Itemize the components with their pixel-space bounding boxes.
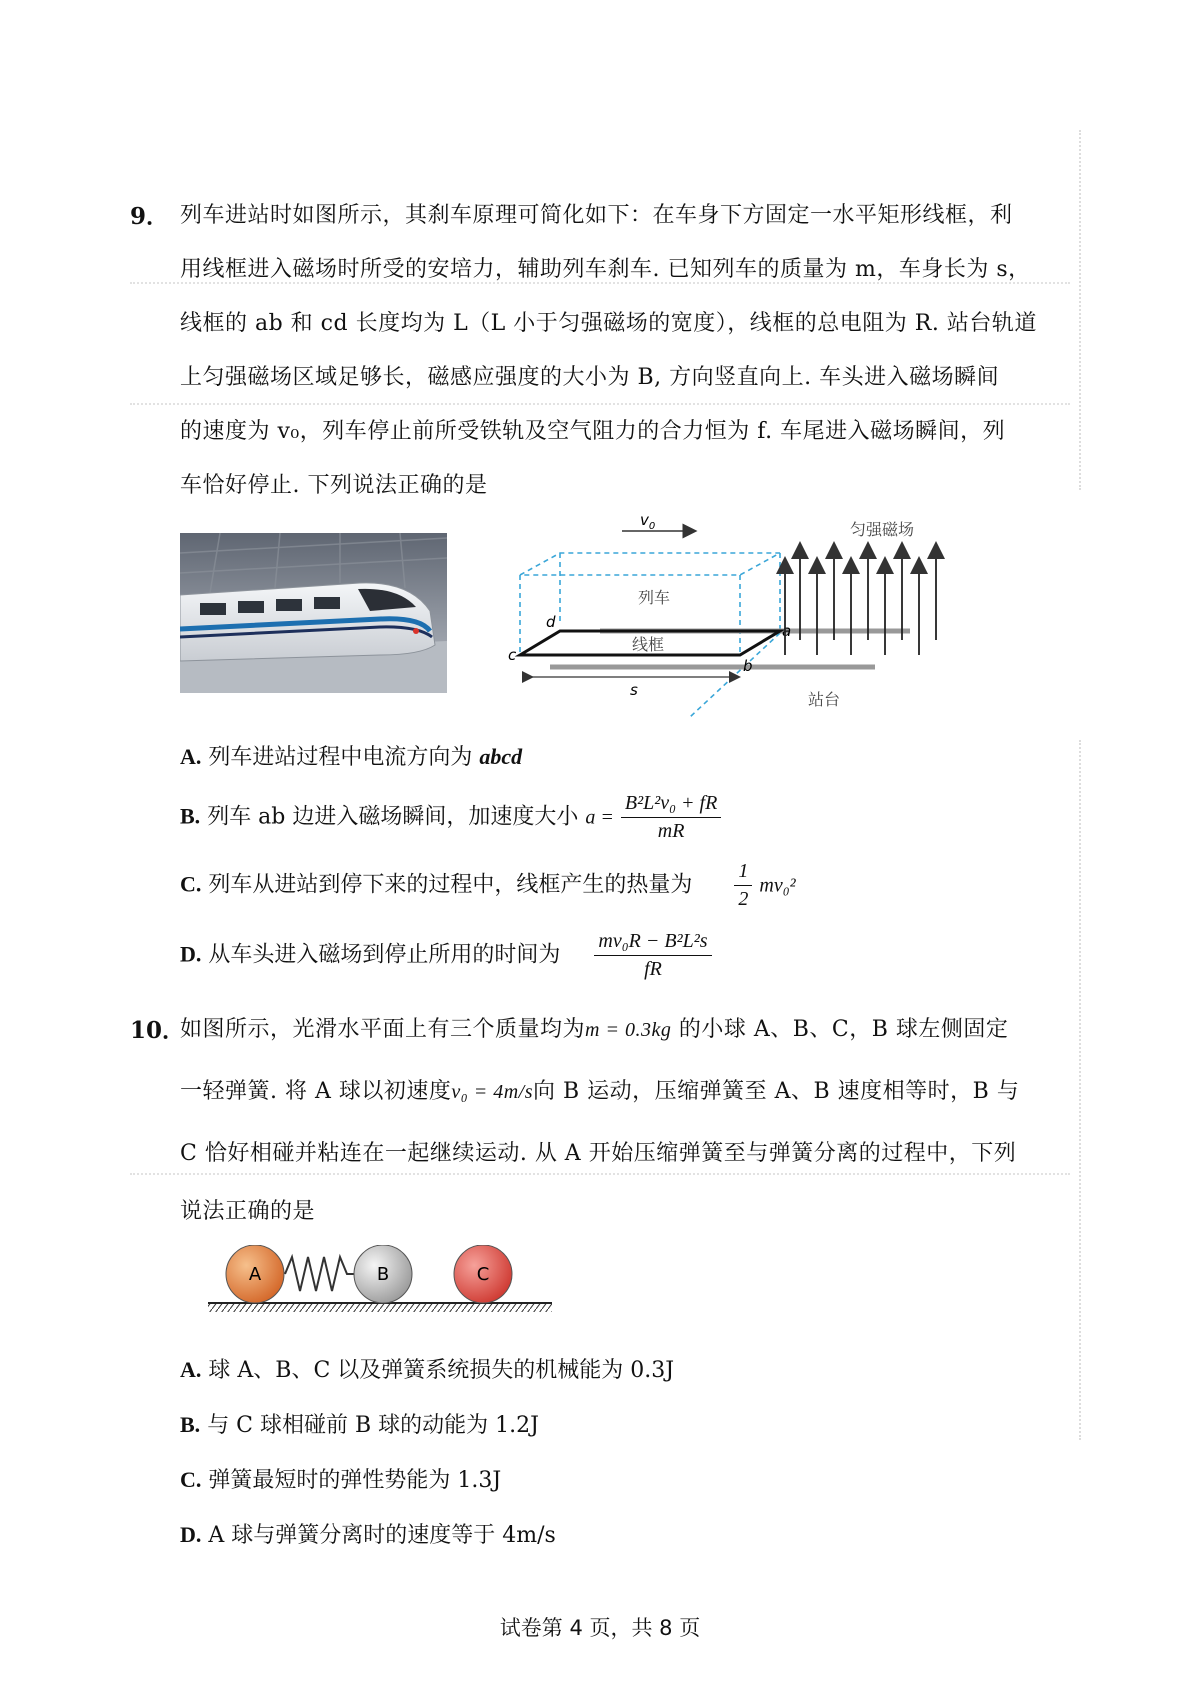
v0-label: $v_0$ bbox=[640, 511, 656, 532]
option-text: 与 C 球相碰前 B 球的动能为 1.2J bbox=[207, 1413, 539, 1438]
option-math: abcd bbox=[479, 744, 523, 769]
platform-label: 站台 bbox=[808, 690, 841, 709]
field-label: 匀强磁场 bbox=[850, 520, 915, 539]
train-frame-field-diagram bbox=[490, 505, 990, 725]
question-9-line: 用线框进入磁场时所受的安培力，辅助列车刹车. 已知列车的质量为 m，车身长为 s， bbox=[180, 257, 1031, 282]
scan-dotted-edge bbox=[1079, 130, 1081, 490]
option-letter: C. bbox=[180, 1467, 202, 1492]
fraction-denominator: mR bbox=[657, 820, 685, 842]
option-letter: B. bbox=[180, 1412, 201, 1437]
fraction-denominator: fR bbox=[644, 958, 662, 980]
q10-option-d[interactable] bbox=[180, 1518, 556, 1549]
option-text: A 球与弹簧分离时的速度等于 4m/s bbox=[208, 1523, 556, 1548]
scan-dotted-line bbox=[130, 403, 1070, 405]
option-text: 列车 ab 边进入磁场瞬间，加速度大小 bbox=[207, 804, 579, 830]
q9-option-b[interactable] bbox=[180, 792, 721, 843]
fraction-denominator: 2 bbox=[738, 888, 749, 910]
corner-c-label: c bbox=[508, 646, 517, 664]
scan-dotted-edge bbox=[1079, 740, 1081, 1440]
corner-d-label: d bbox=[546, 613, 556, 631]
fraction-numerator: mv₀R − B²L²s bbox=[594, 930, 711, 956]
q10-option-b[interactable] bbox=[180, 1408, 539, 1439]
formula-fraction bbox=[621, 792, 721, 843]
question-9-number: 9． bbox=[130, 203, 170, 230]
question-9-line: 的速度为 v₀，列车停止前所受铁轨及空气阻力的合力恒为 f. 车尾进入磁场瞬间，列 bbox=[180, 419, 1006, 444]
option-text: 列车从进站到停下来的过程中，线框产生的热量为 bbox=[208, 872, 693, 898]
formula-fraction bbox=[734, 860, 752, 911]
ground-hatch bbox=[208, 1304, 552, 1312]
question-10-number: 10． bbox=[130, 1017, 186, 1044]
ball-b-label: B bbox=[376, 1264, 390, 1285]
option-text: 从车头进入磁场到停止所用的时间为 bbox=[208, 942, 561, 968]
option-letter: C. bbox=[180, 871, 202, 897]
question-10-line: 一轻弹簧. 将 A 球以初速度v₀ = 4m/s向 B 运动，压缩弹簧至 A、B 速度相等时，B 与 bbox=[180, 1079, 1020, 1104]
ball-c-label: C bbox=[476, 1264, 490, 1285]
magnetic-field-arrows bbox=[785, 550, 936, 655]
maglev-train-photo bbox=[180, 533, 447, 693]
q10-option-c[interactable] bbox=[180, 1463, 501, 1494]
question-10-line: C 恰好相碰并粘连在一起继续运动. 从 A 开始压缩弹簧至与弹簧分离的过程中，下列 bbox=[180, 1141, 1017, 1166]
option-letter: B. bbox=[180, 803, 201, 829]
q9-option-a[interactable] bbox=[180, 740, 522, 771]
option-letter: D. bbox=[180, 1522, 202, 1547]
question-9-line: 上匀强磁场区域足够长，磁感应强度的大小为 B, 方向竖直向上. 车头进入磁场瞬间 bbox=[180, 365, 1000, 390]
question-9-line: 列车进站时如图所示，其刹车原理可简化如下：在车身下方固定一水平矩形线框，利 bbox=[180, 203, 1013, 228]
corner-a-label: a bbox=[782, 622, 792, 640]
q10-option-a[interactable] bbox=[180, 1353, 674, 1384]
ball-a-label: A bbox=[248, 1264, 262, 1285]
question-10-line: 说法正确的是 bbox=[180, 1199, 316, 1224]
question-9-line: 线框的 ab 和 cd 长度均为 L（L 小于匀强磁场的宽度），线框的总电阻为 R. 站台轨道 bbox=[180, 311, 1037, 336]
page-footer: 试卷第 4 页，共 8 页 bbox=[499, 1616, 701, 1640]
option-letter: A. bbox=[180, 1357, 202, 1382]
scan-dotted-line bbox=[130, 1173, 1070, 1175]
train-label: 列车 bbox=[638, 588, 671, 607]
option-letter: A. bbox=[180, 744, 202, 769]
balls-spring-diagram bbox=[200, 1245, 560, 1327]
frame-label: 线框 bbox=[632, 635, 665, 654]
fraction-numerator: 1 bbox=[734, 860, 752, 886]
length-s-label: s bbox=[630, 681, 638, 699]
option-letter: D. bbox=[180, 941, 202, 967]
formula-tail: mv₀² bbox=[759, 874, 796, 897]
spring-icon bbox=[285, 1257, 354, 1291]
option-text: 弹簧最短时的弹性势能为 1.3J bbox=[208, 1468, 502, 1493]
fraction-numerator: B²L²v₀ + fR bbox=[621, 792, 721, 818]
q9-option-c[interactable] bbox=[180, 860, 796, 911]
option-text: 球 A、B、C 以及弹簧系统损失的机械能为 0.3J bbox=[208, 1358, 675, 1383]
option-text: 列车进站过程中电流方向为 bbox=[208, 745, 480, 770]
q9-option-d[interactable] bbox=[180, 930, 712, 981]
formula-lhs: a = bbox=[585, 806, 614, 829]
corner-b-label: b bbox=[743, 657, 753, 675]
question-9-line: 车恰好停止. 下列说法正确的是 bbox=[180, 473, 488, 498]
formula-fraction bbox=[594, 930, 711, 981]
question-10-line: 如图所示，光滑水平面上有三个质量均为m = 0.3kg 的小球 A、B、C，B 球左侧固定 bbox=[180, 1017, 1009, 1042]
